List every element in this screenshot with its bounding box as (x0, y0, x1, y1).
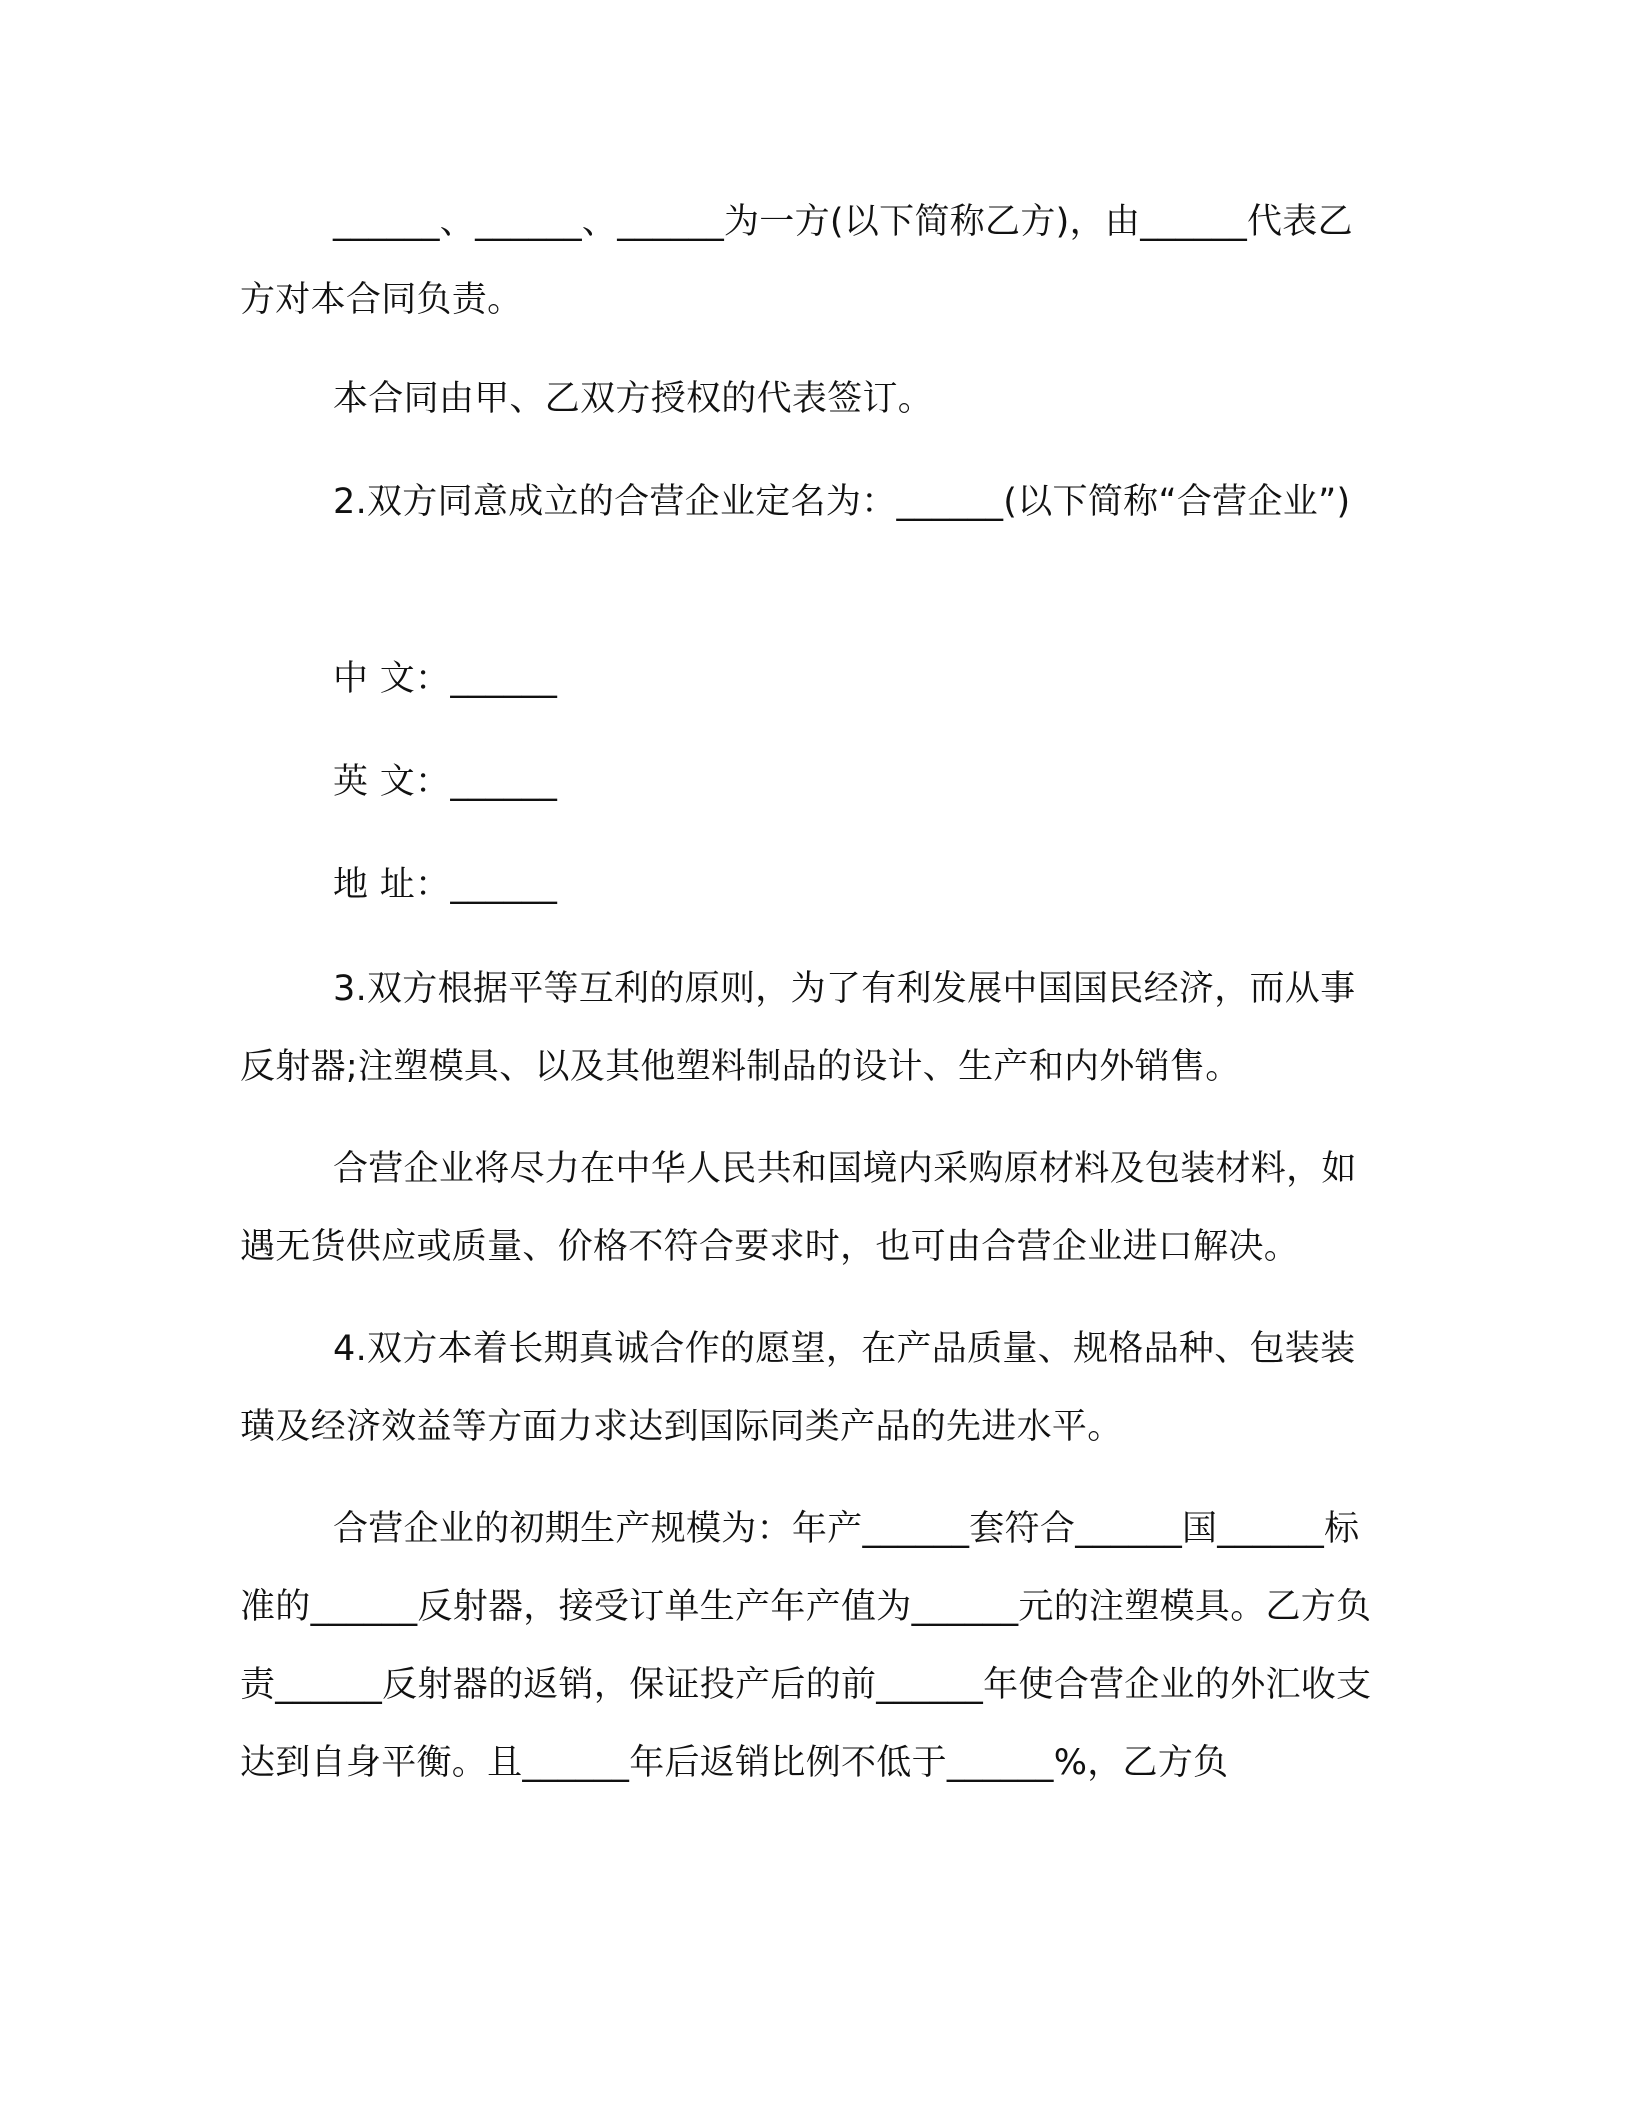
paragraph-business-scope: 3.双方根据平等互利的原则，为了有利发展中国国民经济，而从事反射器;注塑模具、以及其他塑料制品的设计、生产和内外销售。 (240, 969, 1356, 1087)
paragraph-quality-goal: 4.双方本着长期真诚合作的愿望，在产品质量、规格品种、包装装璜及经济效益等方面力求达到国际同类产品的先进水平。 (240, 1329, 1356, 1447)
paragraph-signing: 本合同由甲、乙双方授权的代表签订。 (333, 379, 934, 419)
paragraph-production-scale: 合营企业的初期生产规模为：年产______套符合______国______标准的______反射器，接受订单生产年产值为______元的注塑模具。乙方负责______反射器的返销，保证投产后的前______年使合营企业的外汇收支达到自身平衡。且______年后返销比例不低于______%，乙方负 (240, 1509, 1372, 1783)
paragraph-procurement: 合营企业将尽力在中华人民共和国境内采购原材料及包装材料，如遇无货供应或质量、价格不符合要求时，也可由合营企业进口解决。 (240, 1149, 1357, 1267)
field-english-name: 英 文：______ (333, 762, 558, 802)
paragraph-enterprise-name: 2.双方同意成立的合营企业定名为：______(以下简称“合营企业”) (333, 482, 1351, 522)
field-address: 地 址：______ (333, 865, 558, 905)
paragraph-party-b: ______、______、______为一方(以下简称乙方)，由______代表乙方对本合同负责。 (240, 202, 1353, 320)
field-chinese-name: 中 文：______ (333, 659, 558, 699)
